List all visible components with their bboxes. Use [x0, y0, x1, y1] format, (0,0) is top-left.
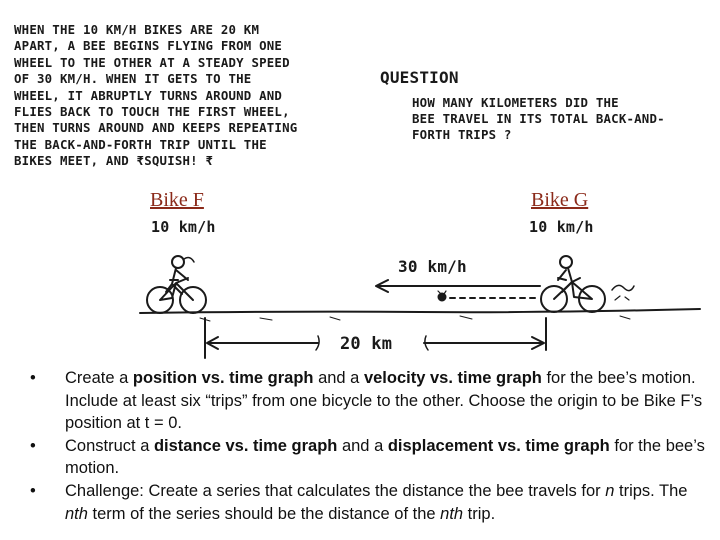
bike-g-drawing: [541, 256, 634, 312]
bullet-text-part: and a: [337, 436, 388, 455]
bullet-text-part: displacement vs. time graph: [387, 436, 610, 455]
bullet-text-part: nth: [440, 504, 464, 523]
bee-icon: [439, 294, 446, 301]
bullet-text-part: n: [605, 481, 615, 500]
bullet-text-part: velocity vs. time graph: [363, 369, 542, 387]
instruction-list: [30, 367, 710, 525]
bullet-text-part: Construct a: [65, 436, 154, 455]
bullet-dot-icon: •: [30, 369, 36, 387]
bullet-text-part: Create a: [65, 369, 133, 387]
bike-f-drawing: [147, 256, 206, 313]
question-line: FORTH TRIPS ?: [412, 127, 512, 142]
bullet-item: [30, 435, 710, 480]
bullet-text-part: nth: [65, 504, 88, 523]
story-line: WHEN THE 10 KM/H BIKES ARE 20 KM: [14, 22, 260, 37]
ground-line: [140, 309, 700, 313]
bullet-text-part: trip.: [463, 504, 496, 523]
bullet-text-part: Challenge: Create a series that calculates the distance the bee travels for: [65, 481, 606, 500]
story-line: OF 30 KM/H. WHEN IT GETS TO THE: [14, 71, 252, 87]
distance-label: 20 km: [340, 334, 393, 354]
story-line: THE BACK-AND-FORTH TRIP UNTIL THE: [14, 136, 267, 152]
story-line: FLIES BACK TO TOUCH THE FIRST WHEEL,: [14, 104, 290, 120]
question-line: HOW MANY KILOMETERS DID THE: [412, 95, 619, 110]
bullet-dot-icon: •: [30, 436, 36, 455]
bullet-text-part: for the bee’s motion.: [65, 436, 705, 478]
story-line: BIKES MEET, AND ₹SQUISH! ₹: [14, 153, 214, 169]
story-line: THEN TURNS AROUND AND KEEPS REPEATING: [14, 120, 298, 136]
bike-g-label: Bike G: [531, 189, 589, 211]
question-line: BEE TRAVEL IN ITS TOTAL BACK-AND-: [412, 111, 665, 126]
story-line: APART, A BEE BEGINS FLYING FROM ONE: [14, 38, 283, 54]
bullet-text-part: position vs. time graph: [132, 369, 314, 387]
bike-f-label: Bike F: [150, 189, 204, 211]
bike-g-speed: 10 km/h: [529, 218, 594, 236]
bullet-item: [30, 367, 710, 435]
bullet-text-part: distance vs. time graph: [153, 436, 338, 455]
story-line: WHEEL TO THE OTHER AT A STEADY SPEED: [14, 54, 290, 70]
ground-hatch: [200, 316, 630, 321]
story-line: WHEEL, IT ABRUPTLY TURNS AROUND AND: [14, 87, 283, 103]
bike-f-speed: 10 km/h: [151, 218, 216, 236]
bullet-text-part: for the bee’s motion. Include at least six “trips” from one bicycle to the other. Choose the origin to be Bike F’s position at t = 0.: [65, 369, 703, 433]
bee-speed-label: 30 km/h: [398, 257, 467, 276]
bullet-dot-icon: •: [30, 481, 36, 500]
bullet-item: [30, 480, 710, 525]
bullet-text-part: trips. The: [614, 481, 688, 500]
bullet-text-part: term of the series should be the distance of the: [87, 504, 441, 523]
bullet-text-part: and a: [313, 369, 364, 387]
question-title: QUESTION: [380, 68, 459, 87]
